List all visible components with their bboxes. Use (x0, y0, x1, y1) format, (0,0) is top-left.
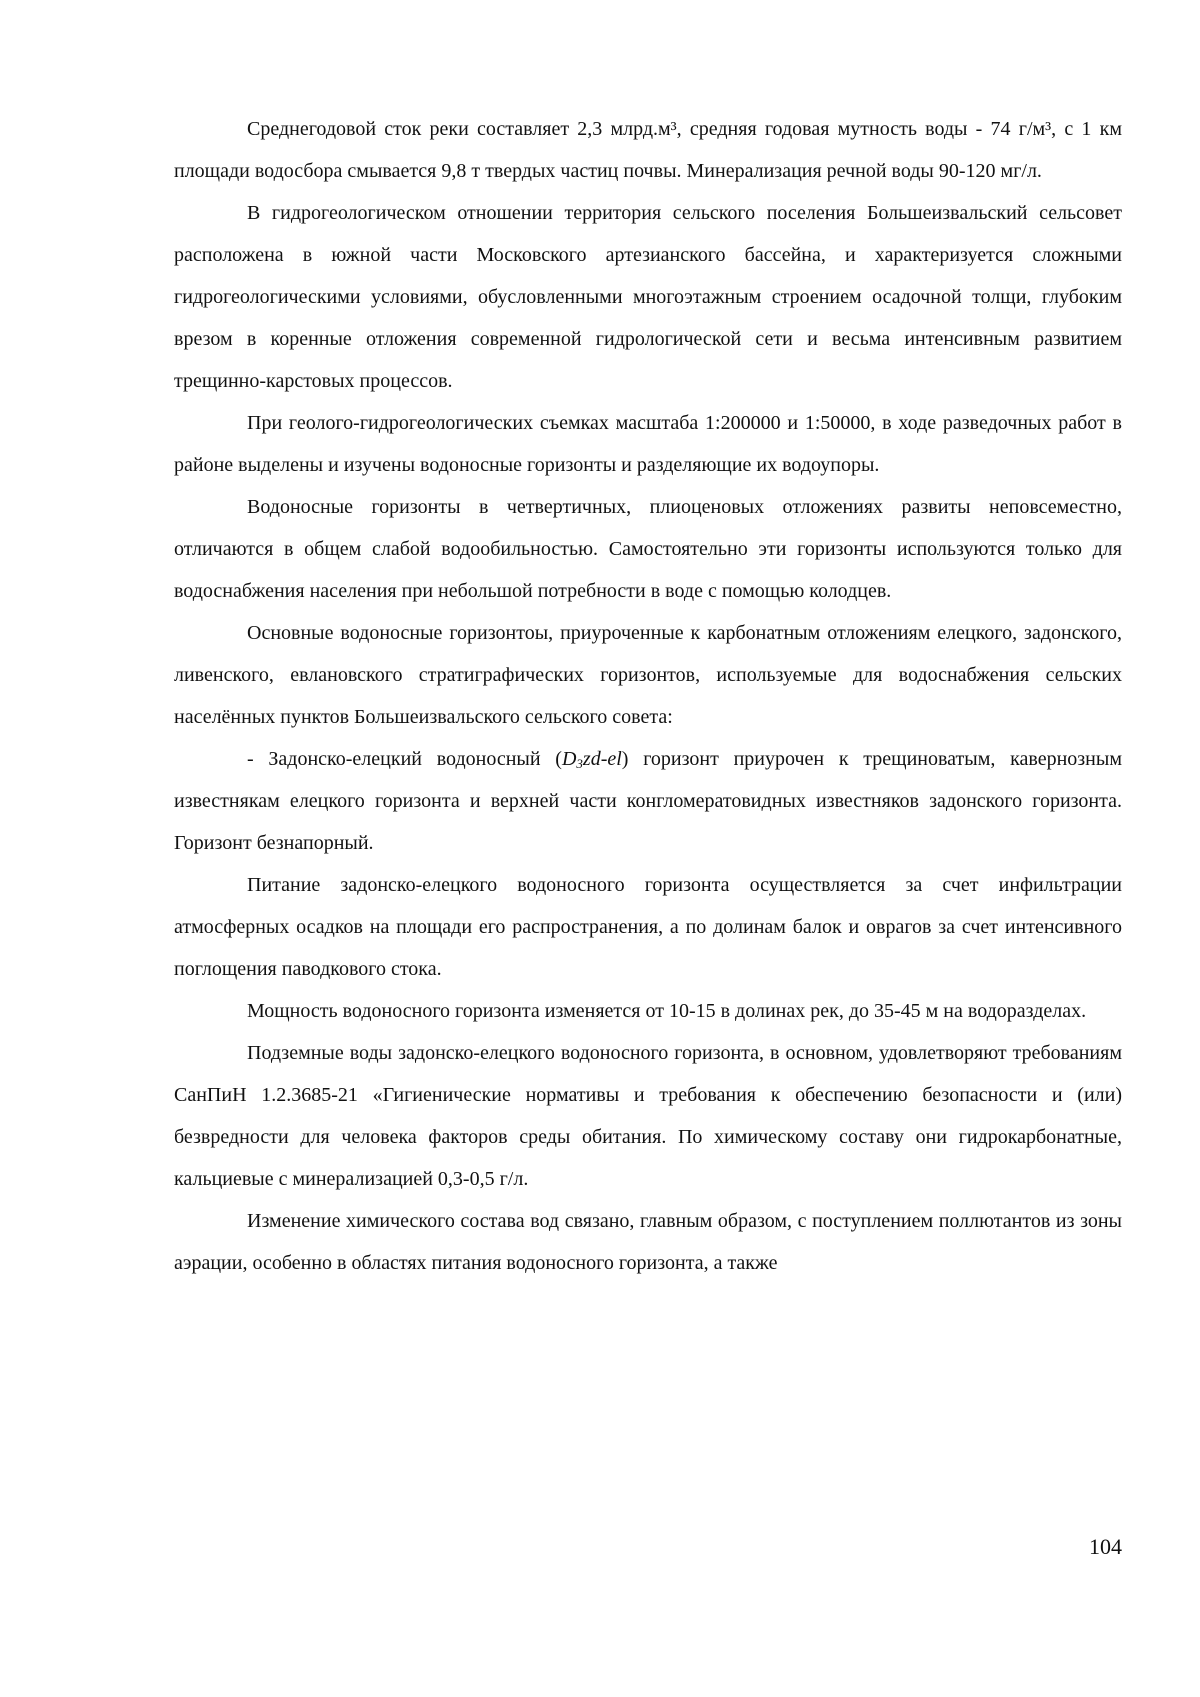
paragraph-zadonsk-yelets-aquifer (174, 738, 1122, 864)
paragraph-surveys: При геолого-гидрогеологических съемках масштаба 1:200000 и 1:50000, в ходе разведочных работ в районе выделены и изучены водоносные горизонты и разделяющие их водоупоры. (174, 412, 1122, 476)
aquifer-text-before: - Задонско-елецкий водоносный ( (247, 748, 562, 770)
paragraph-runoff: Среднегодовой сток реки составляет 2,3 млрд.м³, средняя годовая мутность воды - 74 г/м³, с 1 км площади водосбора смывается 9,8 т твердых частиц почвы. Минерализация речной воды 90-120 мг/л. (174, 118, 1122, 182)
aquifer-index (562, 748, 622, 770)
paragraph-thickness: Мощность водоносного горизонта изменяется от 10-15 в долинах рек, до 35-45 м на водоразделах. (247, 1000, 1087, 1022)
paragraph-main-aquifers: Основные водоносные горизонтоы, приуроченные к карбонатным отложениям елецкого, задонского, ливенского, евлановского стратиграфических горизонтов, используемые для водоснабжения сельских населённых пунктов Большеизвальского сельского совета: (174, 622, 1122, 728)
paragraph-recharge: Питание задонско-елецкого водоносного горизонта осуществляется за счет инфильтрации атмосферных осадков на площади его распространения, а по долинам балок и оврагов за счет интенсивного поглощения паводкового стока. (174, 874, 1122, 980)
aquifer-index-subscript: 3 (576, 756, 583, 771)
aquifer-index-rest: zd-el (582, 748, 622, 770)
paragraph-chemical-change: Изменение химического состава вод связано, главным образом, с поступлением поллютантов из зоны аэрации, особенно в областях питания водоносного горизонта, а также (174, 1210, 1122, 1274)
page-number: 104 (1089, 1534, 1122, 1559)
aquifer-index-letter: D (561, 748, 577, 770)
paragraph-quaternary-aquifers: Водоносные горизонты в четвертичных, плиоценовых отложениях развиты неповсеместно, отличаются в общем слабой водообильностью. Самостоятельно эти горизонты используются только для водоснабжения населения при небольшой потребности в воде с помощью колодцев. (174, 496, 1122, 602)
paragraph-water-quality: Подземные воды задонско-елецкого водоносного горизонта, в основном, удовлетворяют требованиям СанПиН 1.2.3685-21 «Гигиенические нормативы и требования к обеспечению безопасности и (или) безвредности для человека факторов среды обитания. По химическому составу они гидрокарбонатные, кальциевые с минерализацией 0,3-0,5 г/л. (174, 1042, 1122, 1190)
paragraph-hydrogeology: В гидрогеологическом отношении территория сельского поселения Большеизвальский сельсовет расположена в южной части Московского артезианского бассейна, и характеризуется сложными гидрогеологическими условиями, обусловленными многоэтажным строением осадочной толщи, глубоким врезом в коренные отложения современной гидрологической сети и весьма интенсивным развитием трещинно-карстовых процессов. (174, 202, 1122, 392)
aquifer-text-after: ) горизонт приурочен к трещиноватым, кавернозным известнякам елецкого горизонта и верхней части конгломератовидных известняков задонского горизонта. Горизонт безнапорный. (174, 748, 1122, 854)
document-body (174, 108, 1122, 1284)
